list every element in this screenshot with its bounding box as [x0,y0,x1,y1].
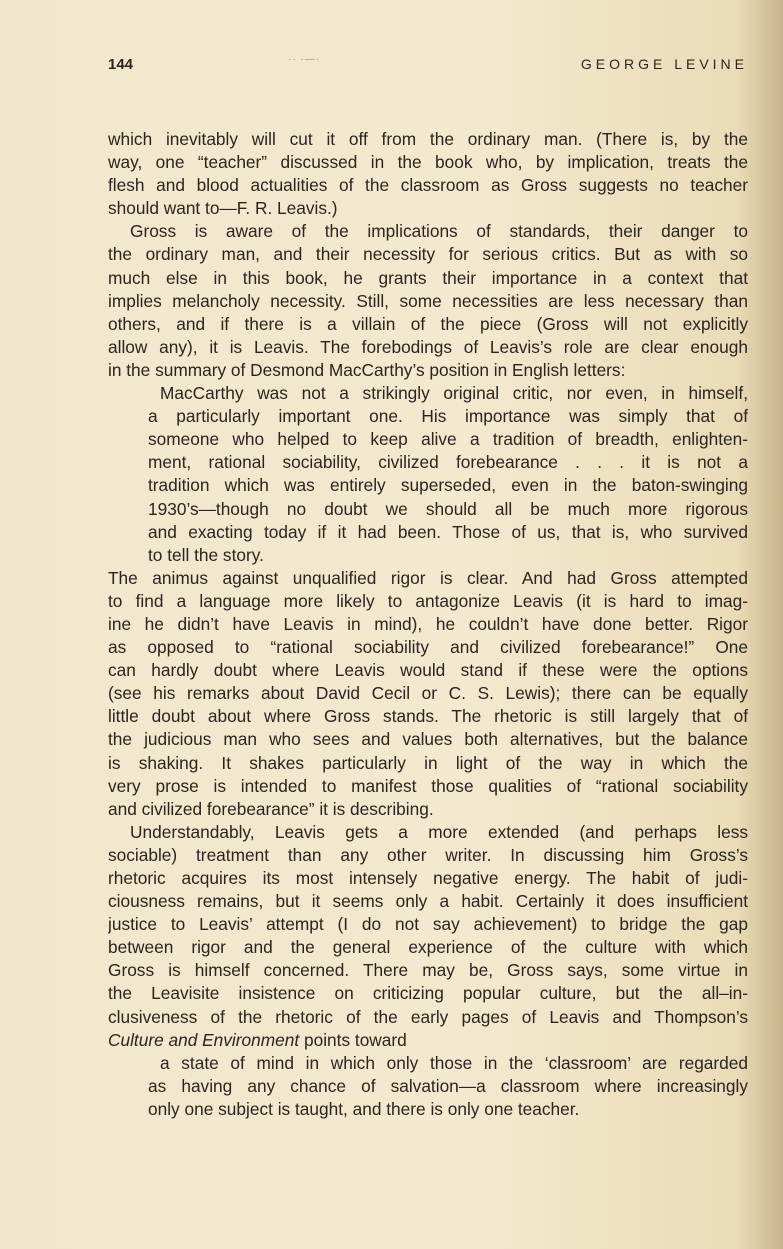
text-line: very prose is intended to manifest those qualities of “rational sociability [108,775,748,796]
page-number: 144 [108,56,134,73]
text-line: as opposed to “rational sociability and civilized forebearance!” One [108,637,748,658]
text-line: which inevitably will cut it off from the ordinary man. (There is, by the [108,129,748,149]
text-line: ment, rational sociability, civilized forebearance . . . it is not a [148,452,748,473]
text-line: the Leavisite insistence on criticizing popular culture, but the all–in- [108,983,748,1004]
text-line: others, and if there is a villain of the piece (Gross will not explicitly [108,313,748,334]
text-line: The animus against unqualified rigor is clear. And had Gross attempted [108,567,748,588]
text-line: the judicious man who sees and values both alternatives, but the balance [108,729,748,750]
text-fragment: points toward [299,1029,407,1050]
paragraph [108,220,748,382]
text-line: sociable) treatment than any other writer. In discussing him Gross’s [108,844,748,865]
text-line: much else in this book, he grants their importance in a context that [108,267,748,288]
paragraph [108,128,748,220]
text-line: rhetoric acquires its most intensely negative energy. The habit of judi- [108,868,748,888]
paragraph [108,821,748,1052]
book-title: Culture and Environment [108,1029,300,1050]
text-line: as having any chance of salvation—a classroom where increasingly [148,1075,748,1096]
text-line: ciousness remains, but it seems only a habit. Certainly it does insufficient [108,891,748,912]
text-line: to tell the story. [148,544,264,565]
text-line: only one subject is taught, and there is only one teacher. [148,1098,580,1119]
text-line: should want to—F. R. Leavis.) [108,198,338,219]
text-line: a particularly important one. His importance was simply that of [148,406,748,427]
text-line: Understandably, Leavis gets a more extended (and perhaps less [130,821,748,842]
text-line: Gross is himself concerned. There may be, Gross says, some virtue in [108,960,748,981]
block-quote [108,1052,748,1121]
text-line: Gross is aware of the implications of standards, their danger to [130,221,748,242]
text-line: to find a language more likely to antagonize Leavis (it is hard to imag- [108,590,748,611]
print-mark: ·· ·—· [288,54,321,65]
text-line: a state of mind in which only those in the ‘classroom’ are regarded [160,1052,748,1073]
block-quote [108,382,748,567]
text-line: ine he didn’t have Leavis in mind), he couldn’t have done better. Rigor [108,613,748,634]
body-text [108,128,748,1121]
text-line: justice to Leavis’ attempt (I do not say achievement) to bridge the gap [108,914,748,935]
text-line [108,1029,748,1052]
text-line: little doubt about where Gross stands. The rhetoric is still largely that of [108,706,748,727]
text-line: in the summary of Desmond MacCarthy’s position in English letters: [108,359,626,380]
text-line: flesh and blood actualities of the classroom as Gross suggests no teacher [108,175,748,196]
text-line: allow any), it is Leavis. The forebodings of Leavis’s role are clear enough [108,336,748,357]
text-line: tradition which was entirely superseded, even in the baton-swinging [148,475,748,496]
text-line: implies melancholy necessity. Still, some necessities are less necessary than [108,290,748,311]
paragraph [108,567,748,821]
text-line: between rigor and the general experience of the culture with which [108,937,748,958]
text-line: and civilized forebearance” it is describing. [108,798,434,819]
page-header [108,56,748,80]
text-line: MacCarthy was not a strikingly original critic, nor even, in himself, [160,383,748,404]
text-line: the ordinary man, and their necessity for serious critics. But as with so [108,244,748,265]
text-line: is shaking. It shakes particularly in light of the way in which the [108,752,748,773]
text-line: (see his remarks about David Cecil or C. S. Lewis); there can be equally [108,683,748,704]
text-line: can hardly doubt where Leavis would stand if these were the options [108,660,748,681]
text-line: 1930’s—though no doubt we should all be much more rigorous [148,498,748,519]
text-line: and exacting today if it had been. Those of us, that is, who survived [148,521,748,542]
running-head: GEORGE LEVINE [580,56,748,72]
text-line: way, one “teacher” discussed in the book who, by implication, treats the [108,152,748,173]
text-line: someone who helped to keep alive a tradition of breadth, enlighten- [148,429,748,450]
text-line: clusiveness of the rhetoric of the early pages of Leavis and Thompson’s [108,1006,748,1027]
